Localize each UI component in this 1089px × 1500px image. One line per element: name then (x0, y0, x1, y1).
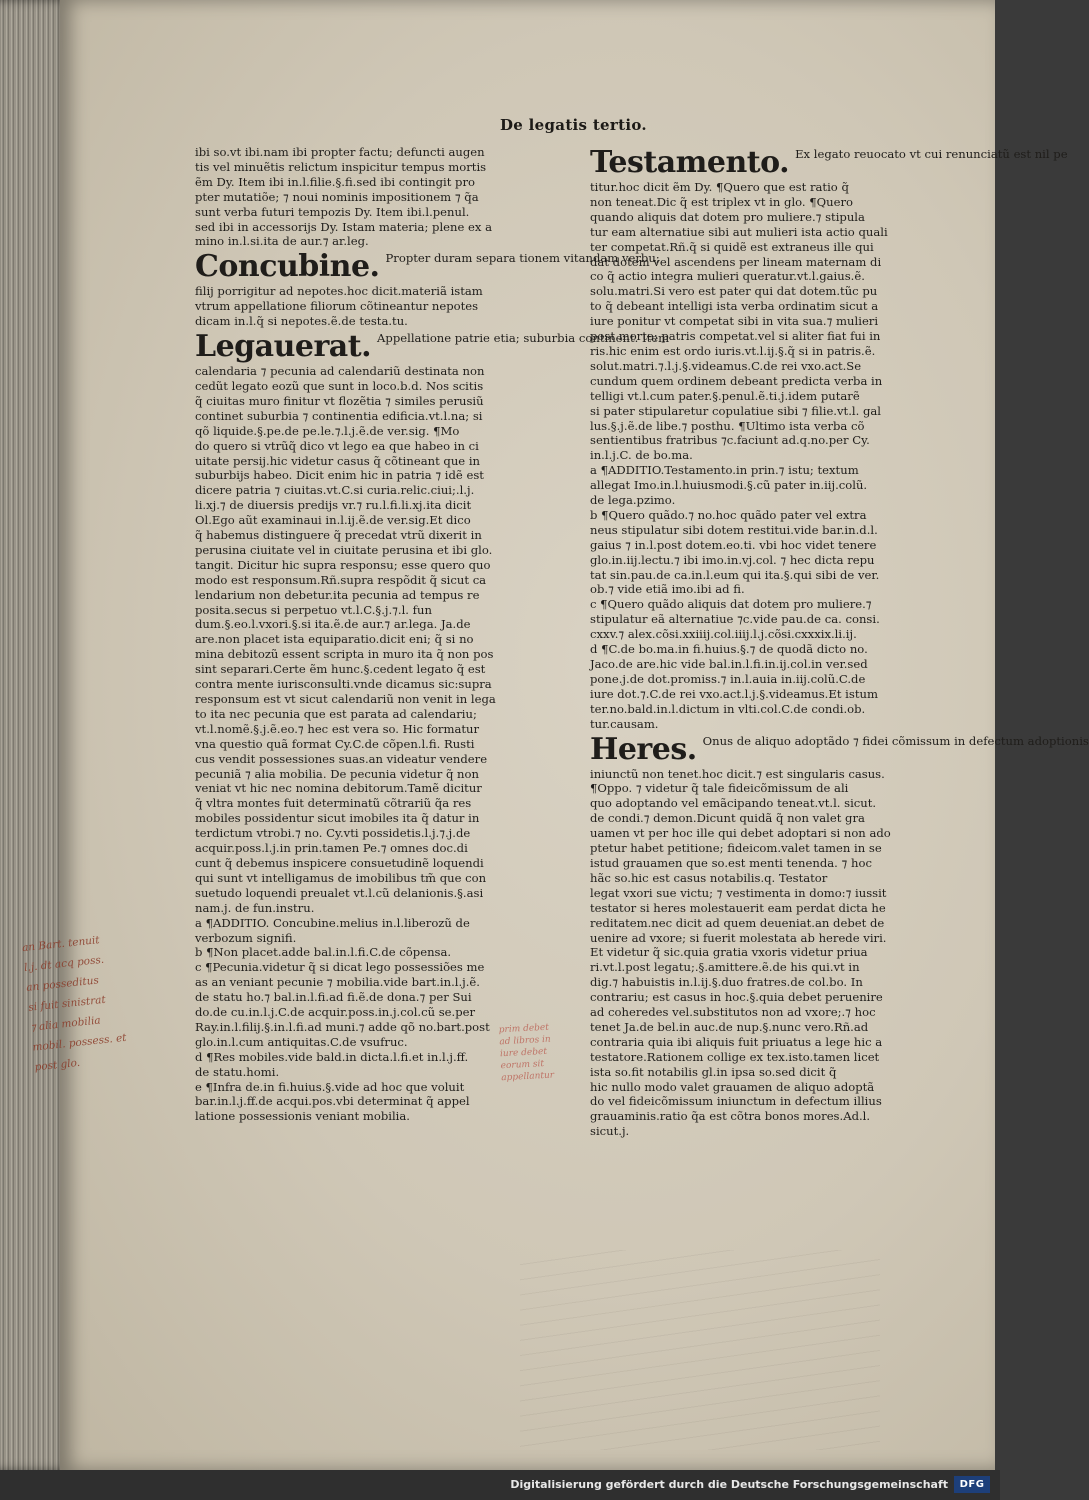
addition-line: cxxv.⁊ alex.cõsi.xxiiij.col.iiij.l.j.cõsi.cxxxix.li.ij. (590, 627, 857, 642)
addition-line: as an veniant pecunie ⁊ mobilia.vide bart.in.l.j.ẽ. (195, 975, 480, 990)
text-line: dat dotem vel ascendens per lineam maternam di (590, 254, 882, 269)
text-line: solut.matri.⁊.l.j.§.videamus.C.de rei vxo.act.Se (590, 358, 862, 373)
marginal-note-left (21, 923, 185, 1078)
text-line: testatore.Rationem collige ex tex.isto.tamen licet (590, 1049, 880, 1064)
text-line: tis vel minuẽtis relictum inspicitur tempus mortis (195, 159, 487, 174)
text-line: terdictum vtrobi.⁊ no. Cy.vti possidetis.l.j.⁊.j.de (195, 826, 471, 841)
text-line: si pater stipularetur copulatiue sibi ⁊ filie.vt.l. gal (590, 403, 881, 418)
text-line: quando aliquis dat dotem pro muliere.⁊ stipula (590, 209, 865, 224)
text-line: q̃ vltra montes fuit determinatũ cõtrariũ q̃a res (195, 796, 472, 811)
text-line: ris.hic enim est ordo iuris.vt.l.ij.§.q̃ si in patris.ẽ. (590, 343, 876, 358)
lemma-testamento-word: Testamento. (590, 145, 790, 180)
addition-line: iure dot.⁊.C.de rei vxo.act.l.j.§.videamus.Et istum (590, 686, 878, 701)
right-text-block-a (590, 180, 900, 463)
right-additions (590, 463, 900, 731)
text-line: ter competat.Rñ.q̃ si quidẽ est extraneus ille qui (590, 239, 874, 254)
text-line: cedũt legato eozũ que sunt in loco.b.d. Nos scitis (195, 378, 484, 393)
text-line: ¶Oppo. ⁊ videtur q̃ tale fideicõmissum de ali (590, 781, 849, 796)
addition-line: b ¶Quero quãdo.⁊ no.hoc quãdo pater vel extra (590, 507, 867, 522)
text-line: tenet Ja.de bel.in auc.de nup.§.nunc vero.Rñ.ad (590, 1019, 869, 1034)
handwritten-line: an posseditus (25, 974, 100, 994)
text-line: testator si heres molestauerit eam perdat dicta he (590, 900, 886, 915)
text-line: sint separari.Certe ẽm hunc.§.cedent legato q̃ est (195, 662, 486, 677)
dfg-logo: DFG (954, 1476, 990, 1493)
text-line: cundum quem ordinem debeant predicta verba in (590, 373, 883, 388)
handwritten-line: l.j. dt acq poss. (23, 953, 105, 975)
text-line: dicam in.l.q̃ si nepotes.ẽ.de testa.tu. (195, 314, 408, 329)
text-line: pter mutatiõe; ⁊ noui nominis impositionem ⁊ q̃a (195, 189, 479, 204)
running-head: De legatis tertio. (500, 116, 647, 134)
text-line: responsum est vt sicut calendariũ non venit in lega (195, 692, 496, 706)
text-line: istud grauamen que so.est menti tenenda. ⁊ hoc (590, 855, 872, 870)
handwritten-line: iure debet (499, 1046, 548, 1060)
text-line: titur.hoc dicit ẽm Dy. ¶Quero que est ratio q̃ (590, 180, 849, 194)
text-line: contrariu; est casus in hoc.§.quia debet peruenire (590, 990, 883, 1005)
text-line: filij porrigitur ad nepotes.hoc dicit.materiã istam (195, 284, 483, 299)
text-line: contraria quia ibi aliquis fuit priuatus a lege hic a (590, 1034, 883, 1049)
text-line: uenire ad vxore; si fuerit molestata ab herede viri. (590, 930, 887, 945)
text-line: dicere patria ⁊ ciuitas.vt.C.si curia.relic.ciui;.l.j. (195, 483, 475, 498)
lemma-heres-word: Heres. (590, 731, 697, 767)
text-line: pecuniã ⁊ alia mobilia. De pecunia videtur q̃ non (195, 766, 479, 781)
text-line: reditatem.nec dicit ad quem deueniat.an debet de (590, 915, 885, 930)
addition-line: tur.causam. (590, 716, 659, 731)
text-line: vtrum appellatione filiorum cõtineantur nepotes (195, 299, 479, 314)
addition-line: Jaco.de are.hic vide bal.in.l.fi.in.ij.col.in ver.sed (590, 657, 868, 671)
text-line: acquir.poss.l.j.in prin.tamen Pe.⁊ omnes doc.di (195, 841, 468, 856)
text-line: legat vxori sue victu; ⁊ vestimenta in domo:⁊ iussit (590, 885, 887, 900)
addition-line: a ¶ADDITIO.Testamento.in prin.⁊ istu; textum (590, 463, 859, 478)
addition-line: pone.j.de dot.promiss.⁊ in.l.auia in.iij.colũ.C.de (590, 671, 866, 686)
text-line: hãc so.hic est casus notabilis.q. Testator (590, 870, 828, 885)
text-line: telligi vt.l.cum pater.§.penul.ẽ.ti.j.idem putarẽ (590, 388, 860, 403)
addition-line: ob.⁊ vide etiã imo.ibi ad fi. (590, 582, 745, 597)
addition-line: de statu.homi. (195, 1064, 280, 1079)
text-line: to ita nec pecunia que est parata ad calendariu; (195, 706, 477, 721)
lemma-testamento-tail: Ex legato reuocato vt cui renunciatũ est nil pe (795, 147, 1068, 161)
text-line: li.xj.⁊ de diuersis predijs vr.⁊ ru.l.fi.li.xj.ita dicit (195, 498, 472, 513)
text-line: Ol.Ego aũt examinaui in.l.ij.ẽ.de ver.sig.Et dico (195, 513, 471, 528)
lemma-heres (590, 731, 1089, 767)
text-line: sicut.j. (590, 1124, 630, 1139)
text-line: tangit. Dicitur hic supra responsu; esse quero quo (195, 557, 491, 572)
addition-line: do.de cu.in.l.j.C.de acquir.poss.in.j.col.cũ se.per (195, 1005, 476, 1020)
addition-line: allegat Imo.in.l.huiusmodi.§.cũ pater in.iij.colũ. (590, 478, 868, 493)
show-through-handwriting (520, 1250, 880, 1450)
text-line: sunt verba futuri tempozis Dy. Item ibi.l.penul. (195, 204, 470, 219)
lemma-testamento (590, 145, 1068, 180)
handwritten-line: mobil. possess. et (31, 1031, 128, 1054)
addition-line: d ¶Res mobiles.vide bald.in dicta.l.fi.et in.l.j.ff. (195, 1049, 469, 1064)
text-line: tur eam alternatiue sibi aut mulieri ista actio quali (590, 224, 888, 239)
left-additions (195, 916, 495, 1125)
lemma-legauerat-word: Legauerat. (195, 329, 372, 365)
handwritten-line: prim debet (498, 1022, 550, 1036)
text-line: calendaria ⁊ pecunia ad calendariũ destinata non (195, 364, 485, 379)
addition-line: ter.no.bald.in.l.dictum in vlti.col.C.de condi.ob. (590, 701, 866, 716)
addition-line: stipulatur eã alternatiue ⁊c.vide pau.de ca. consi. (590, 612, 880, 627)
text-line: nam.j. de fun.instru. (195, 900, 315, 915)
text-line: uitate persij.hic videtur casus q̃ cõtineant que in (195, 453, 481, 468)
addition-line: de lega.pzimo. (590, 493, 676, 508)
text-line: sed ibi in accessorijs Dy. Istam materia; plene ex a (195, 219, 493, 234)
text-line: contra mente iurisconsulti.vnde dicamus sic:supra (195, 677, 492, 692)
text-line: mobiles possidentur sicut imobiles ita q̃ datur in (195, 811, 480, 826)
text-line: dig.⁊ habuistis in.l.ij.§.duo fratres.de col.bo. In (590, 975, 863, 990)
footer-credit: Digitalisierung gefördert durch die Deutsche Forschungsgemeinschaft (510, 1478, 948, 1491)
addition-line: glo.in.iij.lectu.⁊ ibi imo.in.vj.col. ⁊ hec dicta repu (590, 552, 875, 567)
text-line: to q̃ debeant intelligi ista verba ordinatim sicut a (590, 299, 879, 314)
addition-line: bar.in.l.j.ff.de acqui.pos.vbi determinat q̃ appel (195, 1094, 470, 1109)
text-line: solu.matri.Si vero est pater qui dat dotem.tũc pu (590, 284, 878, 299)
text-line: cunt q̃ debemus inspicere consuetudinẽ loquendi (195, 855, 484, 870)
text-line: non teneat.Dic q̃ est triplex vt in glo. ¶Quero (590, 194, 854, 209)
lemma-legauerat (195, 329, 670, 365)
text-line: cus vendit possessiones suas.an videatur vendere (195, 751, 488, 766)
text-line: Et videtur q̃ sic.quia gratia vxoris videtur priua (590, 945, 868, 960)
text-line: lendarium non debetur.ita pecunia ad tempus re (195, 587, 480, 602)
text-line: qõ liquide.§.pe.de pe.le.⁊.l.j.ẽ.de ver.sig. ¶Mo (195, 423, 460, 438)
text-line: ẽm Dy. Item ibi in.l.filie.§.fi.sed ibi contingit pro (195, 174, 475, 189)
text-line: de condi.⁊ demon.Dicunt quidã q̃ non valet gra (590, 811, 865, 826)
left-text-block-b (195, 284, 495, 329)
text-line: qui sunt vt intelligamus de imobilibus tm̃ que con (195, 870, 487, 885)
addition-line: neus stipulatur sibi dotem restitui.vide bar.in.d.l. (590, 522, 878, 537)
lemma-concubine (195, 249, 660, 285)
addition-line: b ¶Non placet.adde bal.in.l.fi.C.de cõpensa. (195, 945, 452, 960)
lemma-legauerat-tail: Appellatione patrie etia; suburbia continent. Item (377, 331, 670, 346)
addition-line: de statu ho.⁊ bal.in.l.fi.ad fi.ẽ.de dona.⁊ per Sui (195, 990, 472, 1005)
left-text-block-c (195, 364, 495, 916)
handwritten-line: ⁊ alia mobilia (29, 1014, 102, 1034)
text-line: perusina ciuitate vel in ciuitate perusina et ibi glo. (195, 542, 493, 557)
text-line: vna questio quã format Cy.C.de cõpen.l.fi. Rusti (195, 736, 475, 751)
text-line: ibi so.vt ibi.nam ibi propter factu; defuncti augen (195, 145, 485, 159)
text-line: modo est responsum.Rñ.supra respõdit q̃ sicut ca (195, 572, 487, 587)
text-line: suetudo loquendi preualet vt.l.cũ delanionis.§.asi (195, 885, 484, 900)
addition-line: gaius ⁊ in.l.post dotem.eo.ti. vbi hoc videt tenere (590, 537, 877, 552)
handwritten-line: appellantur (501, 1070, 555, 1084)
text-line: q̃ habemus distinguere q̃ precedat vtrũ dixerit in (195, 528, 482, 543)
text-line: posita.secus si perpetuo vt.l.C.§.j.⁊.l. fun (195, 602, 432, 617)
text-line: ptetur habet petitione; fideicom.valet tamen in se (590, 841, 882, 856)
text-line: iniunctũ non tenet.hoc dicit.⁊ est singularis casus. (590, 766, 885, 781)
lemma-concubine-tail: Propter duram separa tionem vitandam verbu; (385, 251, 660, 266)
text-line: dum.§.eo.l.vxori.§.si ita.ẽ.de aur.⁊ ar.lega. Ja.de (195, 617, 471, 632)
text-line: do vel fideicõmissum iniunctum in defectum illius (590, 1094, 882, 1109)
handwritten-line: an Bart. tenuit (21, 934, 101, 955)
handwritten-line: post glo. (34, 1056, 81, 1074)
text-line: q̃ ciuitas muro finitur vt flozẽtia ⁊ similes perusiũ (195, 393, 484, 408)
addition-line: glo.in.l.cum antiquitas.C.de vsufruc. (195, 1034, 408, 1049)
addition-line: e ¶Infra de.in fi.huius.§.vide ad hoc que voluit (195, 1079, 465, 1094)
handwritten-line: ad libros in (499, 1034, 552, 1048)
lemma-concubine-word: Concubine. (195, 249, 380, 285)
text-line: vt.l.nomẽ.§.j.ẽ.eo.⁊ hec est vera so. Hic formatur (195, 721, 480, 736)
text-line: ista so.fit notabilis gl.in ipsa so.sed dicit q̃ (590, 1064, 837, 1079)
text-line: sentientibus fratribus ⁊c.faciunt ad.q.no.per Cy. (590, 433, 870, 448)
text-line: do quero si vtrũq̃ dico vt lego ea que habeo in ci (195, 438, 479, 453)
text-line: quo adoptando vel emãcipando teneat.vt.l. sicut. (590, 796, 877, 811)
addition-line: verbozum signifi. (195, 930, 297, 945)
handwritten-line: si fuit sinistrat (27, 993, 107, 1014)
marginal-note-middle (498, 1020, 589, 1085)
addition-line: c ¶Pecunia.videtur q̃ si dicat lego possessiões me (195, 960, 485, 975)
text-line: suburbijs habeo. Dicit enim hic in patria ⁊ idẽ est (195, 468, 484, 483)
text-line: post morte; patris competat.vel si aliter fiat fui in (590, 329, 881, 344)
text-line: uamen vt per hoc ille qui debet adoptari si non ado (590, 826, 891, 841)
lemma-heres-tail: Onus de aliquo adoptãdo ⁊ fidei cõmissum in defectum adoptionis (702, 733, 1089, 748)
text-line: hic nullo modo valet grauamen de aliquo adoptã (590, 1079, 875, 1094)
addition-line: tat sin.pau.de ca.in.l.eum qui ita.§.qui sibi de ver. (590, 567, 880, 582)
left-text-block-a (195, 145, 495, 249)
text-line: lus.§.j.ẽ.de libe.⁊ posthu. ¶Ultimo ista verba cõ (590, 418, 865, 433)
footer-bar (0, 1470, 1000, 1500)
text-line: mina debitozũ essent scripta in muro ita q̃ non pos (195, 647, 494, 662)
text-line: continet suburbia ⁊ continentia edificia.vt.l.na; si (195, 408, 483, 423)
text-line: ad coheredes vel.substitutos non ad vxore;.⁊ hoc (590, 1005, 876, 1020)
text-line: co q̃ actio integra mulieri queratur.vt.l.gaius.ẽ. (590, 269, 865, 284)
text-line: ri.vt.l.post legatu;.§.amittere.ẽ.de his qui.vt in (590, 960, 860, 975)
text-line: veniat vt hic nec nomina debitorum.Tamẽ dicitur (195, 781, 482, 796)
addition-line: Ray.in.l.filij.§.in.l.fi.ad muni.⁊ adde qõ no.bart.post (195, 1019, 490, 1034)
text-line: mino in.l.si.ita de aur.⁊ ar.leg. (195, 234, 369, 249)
text-line: grauaminis.ratio q̃a est cõtra bonos mores.Ad.l. (590, 1109, 871, 1124)
right-text-block-b (590, 767, 900, 1140)
addition-line: a ¶ADDITIO. Concubine.melius in.l.liberozũ de (195, 915, 470, 930)
handwritten-line: eorum sit (500, 1059, 545, 1072)
addition-line: c ¶Quero quãdo aliquis dat dotem pro muliere.⁊ (590, 597, 872, 612)
text-line: are.non placet ista equiparatio.dicit eni; q̃ si no (195, 632, 474, 647)
addition-line: d ¶C.de bo.ma.in fi.huius.§.⁊ de quodã dicto no. (590, 642, 868, 657)
text-line: in.l.j.C. de bo.ma. (590, 448, 693, 463)
text-line: iure ponitur vt competat sibi in vita sua.⁊ mulieri (590, 314, 879, 329)
right-column (590, 145, 1089, 1139)
addition-line: latione possessionis veniant mobilia. (195, 1109, 410, 1124)
